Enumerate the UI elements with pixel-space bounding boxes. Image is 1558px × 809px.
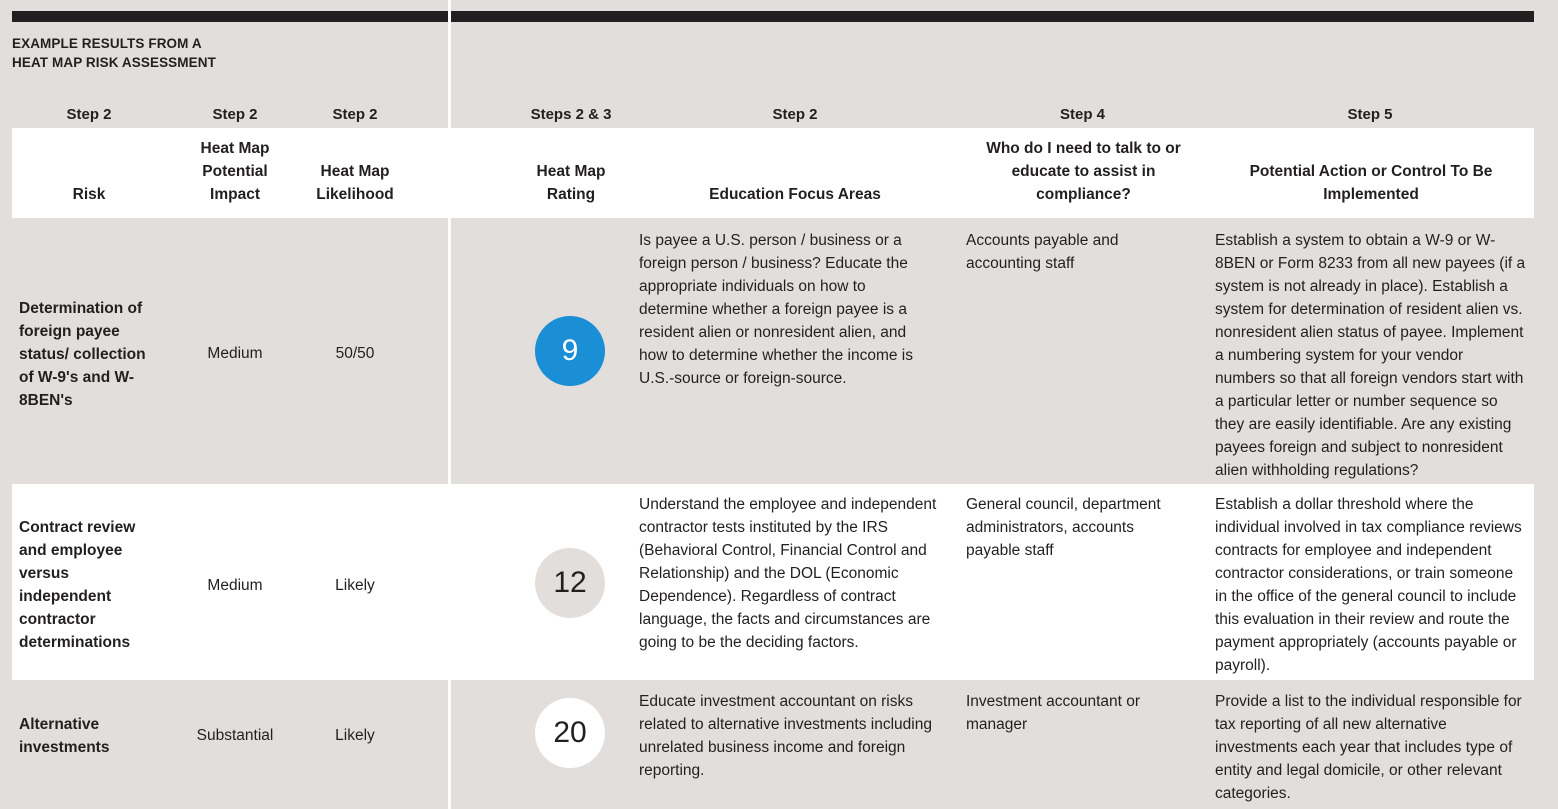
rating-value: 12 — [553, 566, 587, 599]
who-cell: Accounts payable and accounting staff — [966, 232, 1119, 272]
rating-value: 9 — [561, 334, 579, 367]
risk-cell: Contract review and employee versus independent contractor determinations — [19, 519, 136, 651]
table-row-right — [451, 680, 1534, 802]
impact-cell: Substantial — [196, 727, 274, 744]
rating-value: 20 — [553, 716, 587, 749]
step-label-action: Step 5 — [1347, 106, 1393, 123]
table-row — [12, 680, 448, 786]
column-header-rating: Heat Map Rating — [536, 163, 606, 203]
who-cell: Investment accountant or manager — [966, 693, 1141, 733]
page-title-line-1: EXAMPLE RESULTS FROM A — [12, 36, 202, 51]
education-cell: Understand the employee and independent contractor tests instituted by the IRS (Behavioral Control, Financial Control and Relationship) and the DOL (Economic Dependence). Regardless of contract language, the facts and circumstances are going to be the deciding factors. — [639, 496, 937, 651]
heat-map-rating-badge — [535, 548, 605, 618]
impact-cell: Medium — [207, 345, 263, 362]
heat-map-rating-badge — [535, 698, 605, 768]
table-row-right — [451, 218, 1534, 484]
step-label-rating: Steps 2 & 3 — [530, 106, 612, 123]
step-label-risk: Step 2 — [66, 106, 112, 123]
column-header-risk: Risk — [72, 186, 106, 203]
heat-map-rating-badge — [535, 316, 605, 386]
header-band-left — [12, 128, 448, 218]
risk-cell: Determination of foreign payee status/ collection of W-9's and W-8BEN's — [19, 300, 146, 409]
page-title — [12, 34, 216, 72]
table-row — [12, 218, 448, 484]
action-cell: Establish a system to obtain a W-9 or W-8BEN or Form 8233 from all new payees (if a system is not already in place). Establish a system for determination of resident alien vs. nonresident alien status of payee. Implement a numbering system for your vendor numbers so that all foreign vendors start with a particular letter or number sequence so they are easily identifiable. Are any existing payees foreign and subject to nonresident alien withholding regulations? — [1215, 232, 1526, 479]
impact-cell: Medium — [207, 577, 263, 594]
top-rule-right — [451, 11, 1534, 22]
column-header-who: Who do I need to talk to or educate to assist in compliance? — [986, 140, 1181, 203]
column-header-likelihood: Heat Map Likelihood — [316, 163, 394, 203]
education-cell: Is payee a U.S. person / business or a foreign person / business? Educate the appropriate individuals on how to determine whether a foreign payee is a resident alien or nonresident alien, and how to determine whether the income is U.S.-source or foreign-source. — [639, 232, 913, 387]
likelihood-cell: Likely — [335, 727, 375, 744]
action-cell: Establish a dollar threshold where the individual involved in tax compliance reviews contracts for employee and independent contractor considerations, or train someone in the office of the general council to include this evaluation in their review and route the payment appropriately (accounts payable or payroll). — [1215, 496, 1522, 674]
step-label-education: Step 2 — [772, 106, 818, 123]
page-title-line-2: HEAT MAP RISK ASSESSMENT — [12, 55, 216, 70]
top-rule-left — [12, 11, 448, 22]
who-cell: General council, department administrators, accounts payable staff — [966, 496, 1161, 559]
education-cell: Educate investment accountant on risks related to alternative investments including unrelated business income and foreign reporting. — [639, 693, 932, 779]
column-header-impact: Heat Map Potential Impact — [200, 140, 270, 203]
action-cell: Provide a list to the individual responsible for tax reporting of all new alternative investments each year that includes type of entity and legal domicile, or other relevant categories. — [1215, 693, 1522, 802]
step-label-likelihood: Step 2 — [332, 106, 378, 123]
column-header-education: Education Focus Areas — [709, 186, 881, 203]
table-row — [12, 484, 448, 680]
step-label-impact: Step 2 — [212, 106, 258, 123]
risk-cell: Alternative investments — [19, 716, 110, 756]
likelihood-cell: Likely — [335, 577, 375, 594]
likelihood-cell: 50/50 — [335, 345, 375, 362]
column-divider — [448, 0, 451, 809]
table-row-right — [451, 484, 1534, 680]
column-header-action: Potential Action or Control To Be Implemented — [1249, 163, 1493, 203]
step-label-who: Step 4 — [1059, 106, 1105, 123]
header-band-right — [451, 128, 1534, 218]
